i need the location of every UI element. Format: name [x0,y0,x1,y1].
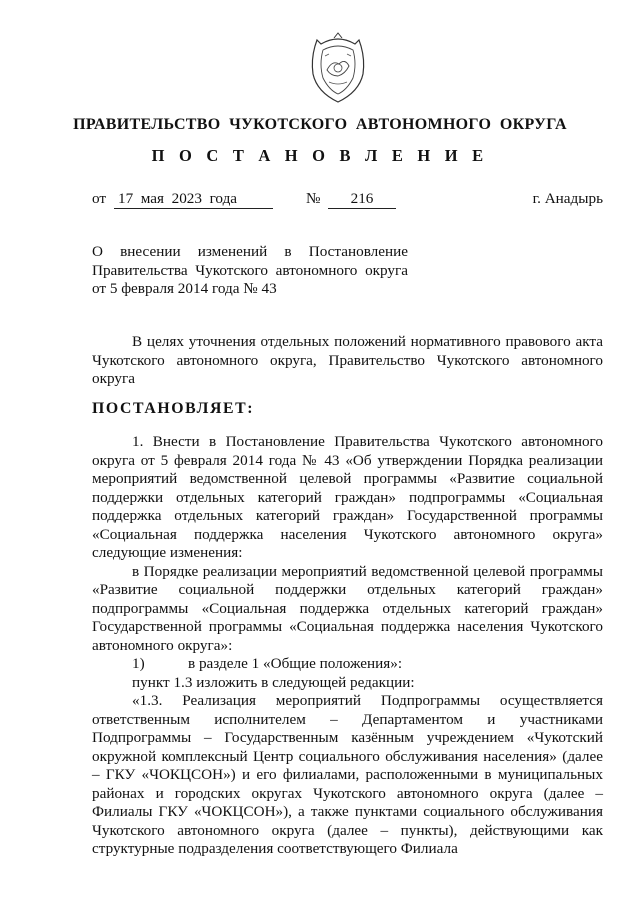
from-label: от [92,190,107,207]
document-meta-row [92,190,603,212]
subject-line-2: Правительства Чукотского автономного округа [92,261,408,279]
paragraph-3 [92,655,603,674]
item-text: в разделе 1 «Общие положения»: [188,655,403,672]
decree-body [92,433,603,859]
paragraph-1: 1. Внести в Постановление Правительства Чукотского автономного округа от 5 февраля 2014 года № 43 «Об утверждении Порядка реализации мероприятий ведомственной целевой программы «Развитие социальной поддержки отдельных категорий граждан» подпрограммы «Социальная поддержка отдельных категорий граждан» Государственной программы «Социальная поддержка населения Чукотского автономного округа» следующие изменения: [92,433,603,561]
paragraph-2: в Порядке реализации мероприятий ведомственной целевой программы «Развитие социальной поддержки отдельных категорий граждан» подпрограммы «Социальная поддержка отдельных категорий граждан» Государственной программы «Социальная поддержка населения Чукотского автономного округа»: [92,562,603,654]
document-subject [92,243,408,299]
preamble-paragraph: В целях уточнения отдельных положений нормативного правового акта Чукотского автономного округа, Правительство Чукотского автономного округа [92,333,603,387]
item-number: 1) [132,655,145,672]
paragraph-5: «1.3. Реализация мероприятий Подпрограммы осуществляется ответственным исполнителем – Департаментом и участниками Подпрограммы – Государственным казённым учреждением «Чукотский окружной комплексный Центр социального обслуживания населения» (далее – ГКУ «ЧОКЦСОН») и его филиалами, расположенными в муниципальных районах и городских округах Чукотского автономного округа (далее – Филиалы ГКУ «ЧОКЦСОН»), а также пунктами социального обслуживания Чукотского автономного округа (далее – пункты), действующими как структурные подразделения соответствующего Филиала [92,692,603,857]
subject-line-1: О внесении изменений в Постановление [92,243,408,260]
document-date: 17 мая 2023 года [114,190,273,209]
coat-of-arms-emblem [301,30,375,106]
decree-heading: ПОСТАНОВЛЯЕТ: [92,400,255,417]
document-city: г. Анадырь [532,190,603,207]
government-title: ПРАВИТЕЛЬСТВО ЧУКОТСКОГО АВТОНОМНОГО ОКРУГА [73,116,567,133]
paragraph-4: пункт 1.3 изложить в следующей редакции: [132,673,415,691]
subject-line-3: от 5 февраля 2014 года № 43 [92,280,277,297]
document-number: 216 [328,190,396,209]
preamble-block [92,333,603,389]
document-type-title: П О С Т А Н О В Л Е Н И Е [151,146,489,165]
number-sign: № [306,190,321,207]
